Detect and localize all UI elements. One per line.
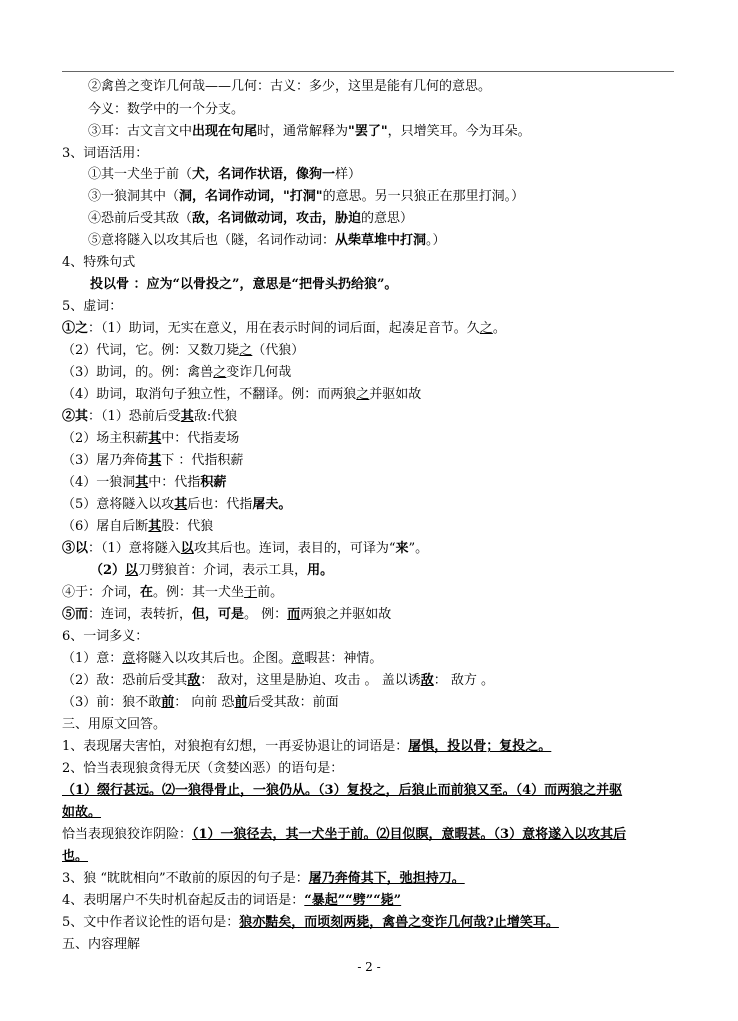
text-line: （6）屠自后断其股：代狼 [62, 519, 214, 534]
section-heading: 三、用原文回答。 [62, 717, 167, 732]
text-line: ⑤而：连词，表转折，但，可是。 例：而两狼之并驱如故 [62, 607, 392, 622]
text-line: 5、文中作者议论性的语句是：狼亦黠矣，而顷刻两毙，禽兽之变诈几何哉?止增笑耳。 [62, 915, 559, 930]
text-line: ①之：（1）助词，无实在意义，用在表示时间的词后面，起凑足音节。久之。 [62, 321, 506, 336]
text-line: （2）代词，它。例：又数刀毙之（代狼） [62, 343, 305, 358]
text-line: ⑤意将隧入以攻其后也（隧，名词作动词：从柴草堆中打洞。） [88, 233, 446, 248]
text-line: （5）意将隧入以攻其后也：代指屠夫。 [62, 497, 292, 512]
text-line: ①其一犬坐于前（犬，名词作状语，像狗一样） [88, 167, 362, 182]
text-line: （2）以刀劈狼首：介词，表示工具，用。 [90, 563, 334, 578]
answer-line: 也。 [62, 849, 89, 864]
text-line: 恰当表现狼狡诈阴险：（1）一狼径去，其一犬坐于前。⑵目似瞑，意暇甚。（3）意将遂入以攻其后 [62, 827, 627, 842]
section-heading: 五、内容理解 [62, 937, 141, 952]
text-line: 2、恰当表现狼贪得无厌（贪婪凶恶）的语句是： [62, 761, 344, 776]
answer-line: （1）缀行甚远。⑵一狼得骨止，一狼仍从。（3）复投之，后狼止而前狼又至。（4）而两狼之并驱 [62, 783, 623, 798]
answer-line: 如故。 [62, 805, 102, 820]
section-heading: 5、虚词： [62, 299, 123, 314]
text-line: （1）意：意将隧入以攻其后也。企图。意暇甚：神情。 [62, 651, 383, 666]
text-line: ②禽兽之变诈几何哉——几何：古义：多少，这里是能有几何的意思。 [88, 79, 492, 94]
text-line: 4、表明屠户不失时机奋起反击的词语是：“暴起”“劈”“毙” [62, 893, 402, 908]
text-line: （3）前：狼不敢前： 向前 恐前后受其敌：前面 [62, 695, 339, 710]
text-line: 3、狼 “眈眈相向”不敢前的原因的句子是：屠乃奔倚其下，弛担持刀。 [62, 871, 465, 886]
text-line: （3）屠乃奔倚其下 ：代指积薪 [62, 453, 244, 468]
text-line: ④于：介词，在。例：其一犬坐于前。 [62, 585, 284, 600]
text-line: 1、表现屠夫害怕，对狼抱有幻想，一再妥协退让的词语是：屠惧，投以骨；复投之。 [62, 739, 552, 754]
header-rule [62, 71, 674, 72]
text-line: 投以骨 ：应为“以骨投之”，意思是“把骨头扔给狼”。 [90, 277, 398, 292]
text-line: ②其：（1）恐前后受其敌:代狼 [62, 409, 238, 424]
section-heading: 3、词语活用： [62, 146, 149, 161]
text-line: （3）助词，的。例：禽兽之变诈几何哉 [62, 365, 292, 380]
section-heading: 4、特殊句式 [62, 255, 136, 270]
page-number: - 2 - [357, 960, 381, 974]
text-line: ③一狼洞其中（洞，名词作动词，"打洞"的意思。另一只狼正在那里打洞。） [88, 189, 525, 204]
text-line: （2）敌：恐前后受其敌： 敌对，这里是胁迫、攻击 。 盖以诱敌： 敌方 。 [62, 673, 494, 688]
text-line: ④恐前后受其敌（敌，名词做动词，攻击，胁迫的意思） [88, 211, 414, 226]
text-line: （4）一狼洞其中：代指积薪 [62, 475, 227, 490]
text-line: （2）场主积薪其中：代指麦场 [62, 431, 240, 446]
text-line: （4）助词，取消句子独立性，不翻译。例：而两狼之并驱如故 [62, 387, 422, 402]
text-line: ③耳：古文言文中出现在句尾时，通常解释为"罢了"，只增笑耳。今为耳朵。 [88, 124, 531, 139]
text-line: 今义：数学中的一个分支。 [88, 102, 245, 117]
section-heading: 6、一词多义： [62, 629, 149, 644]
text-line: ③以：（1）意将隧入以攻其后也。连词，表目的，可译为“来”。 [62, 541, 429, 556]
